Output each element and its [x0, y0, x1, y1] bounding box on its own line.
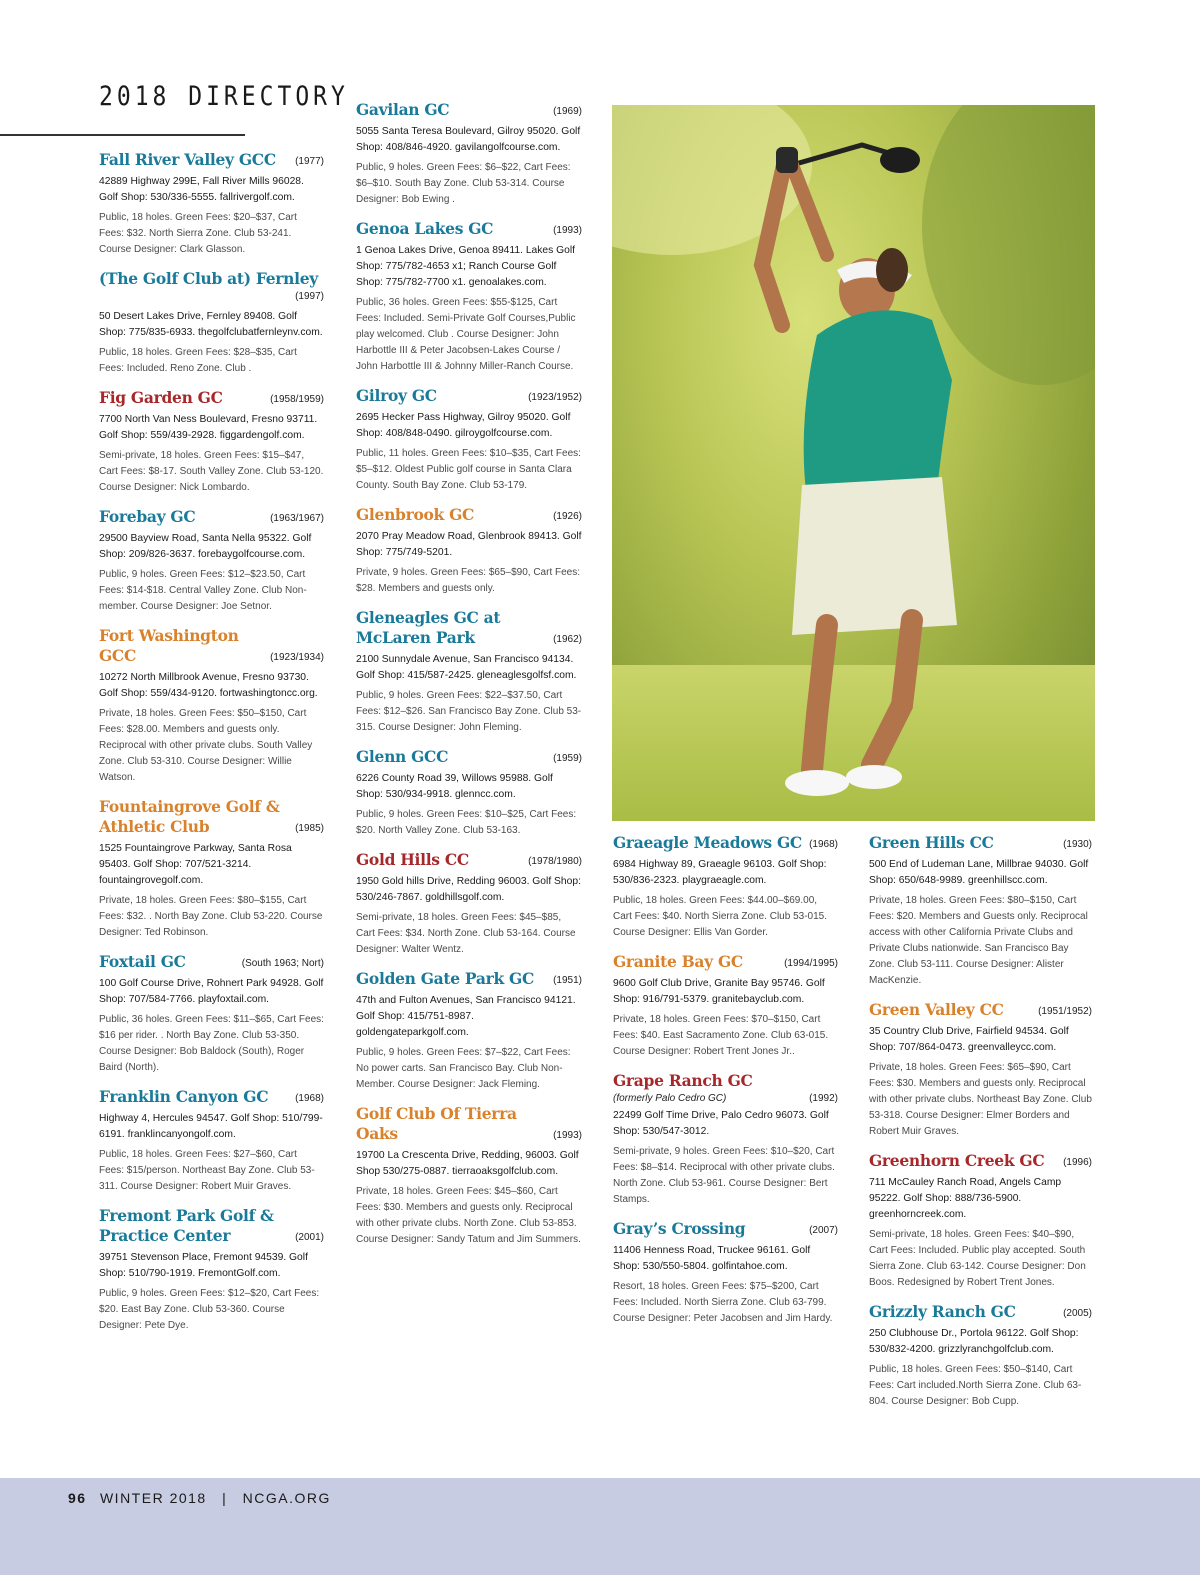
course-address: 5055 Santa Teresa Boulevard, Gilroy 95020. Golf Shop: 408/846-4920. gavilangolfcourse.com. — [356, 126, 581, 153]
course-header — [869, 1000, 1092, 1020]
golfer-photo — [612, 105, 1095, 821]
course-details: Public, 11 holes. Green Fees: $10–$35, Cart Fees: $5–$12. Oldest Public golf course in Santa Clara County. South Bay Zone. Club 53-179. — [356, 448, 581, 491]
footer — [68, 1490, 331, 1506]
course-header — [356, 969, 582, 989]
course-year: (1959) — [553, 753, 582, 764]
golfer-illustration — [612, 105, 1095, 821]
course-name: Gray’s Crossing — [613, 1219, 746, 1238]
course-address: 11406 Henness Road, Truckee 96161. Golf Shop: 530/550-5804. golfintahoe.com. — [613, 1245, 811, 1272]
course-header — [613, 833, 838, 853]
course-year: (2005) — [1063, 1308, 1092, 1319]
course-details: Public, 9 holes. Green Fees: $10–$25, Cart Fees: $20. North Valley Zone. Club 53-163. — [356, 809, 577, 836]
directory-entry — [356, 505, 582, 597]
directory-entry — [613, 1071, 838, 1208]
course-details: Public, 9 holes. Green Fees: $12–$20, Cart Fees: $20. East Bay Zone. Club 53-360. Course Designer: Pete Dye. — [99, 1288, 320, 1331]
directory-entry — [613, 833, 838, 941]
course-name: Golden Gate Park GC — [356, 969, 534, 988]
course-year: (1923/1952) — [528, 392, 582, 403]
directory-column-2 — [356, 100, 582, 1259]
course-year: (1968) — [295, 1093, 324, 1104]
course-address: 1525 Fountaingrove Parkway, Santa Rosa 95403. Golf Shop: 707/521-3214. fountaingrovegolf.com. — [99, 843, 292, 886]
directory-entry — [356, 386, 582, 494]
directory-entry — [613, 1219, 838, 1327]
course-header — [356, 1104, 582, 1144]
course-name: Glenn GCC — [356, 747, 449, 766]
page-title: 2018 DIRECTORY — [99, 82, 349, 112]
course-year: (1968) — [809, 839, 838, 850]
course-year: (1951/1952) — [1038, 1006, 1092, 1017]
directory-entry — [356, 969, 582, 1093]
course-details: Semi-private, 18 holes. Green Fees: $15–$47, Cart Fees: $8-17. South Valley Zone. Club 53-120. Course Designer: Nick Lombardo. — [99, 450, 324, 493]
course-year: (1926) — [553, 511, 582, 522]
course-year: (South 1963; Nort) — [241, 958, 324, 969]
course-details: Public, 18 holes. Green Fees: $50–$140, Cart Fees: Cart included.North Sierra Zone. Club 63-804. Course Designer: Bob Cupp. — [869, 1364, 1082, 1407]
course-header — [356, 608, 582, 648]
directory-entry — [869, 833, 1092, 989]
course-name: Gleneagles GC at McLaren Park — [356, 608, 501, 647]
course-header — [356, 850, 582, 870]
course-details: Semi-private, 18 holes. Green Fees: $45–$85, Cart Fees: $34. North Zone. Club 53-164. Course Designer: Walter Wentz. — [356, 912, 576, 955]
course-header — [613, 1219, 838, 1239]
course-address: 50 Desert Lakes Drive, Fernley 89408. Golf Shop: 775/835-6933. thegolfclubatfernleynv.com. — [99, 311, 323, 338]
course-name: Fall River Valley GCC — [99, 150, 276, 169]
course-header — [869, 833, 1092, 853]
course-year: (1958/1959) — [270, 394, 324, 405]
course-header — [356, 747, 582, 767]
course-name: Foxtail GC — [99, 952, 186, 971]
course-address: 2100 Sunnydale Avenue, San Francisco 94134. Golf Shop: 415/587-2425. gleneaglesgolfsf.com. — [356, 654, 577, 681]
course-year: (1962) — [553, 634, 582, 645]
course-year: (1977) — [295, 156, 324, 167]
course-address: 9600 Golf Club Drive, Granite Bay 95746. Golf Shop: 916/791-5379. granitebayclub.com. — [613, 978, 825, 1005]
course-header — [99, 952, 324, 972]
course-name: Grape Ranch GC — [613, 1071, 753, 1090]
course-name: Green Valley CC — [869, 1000, 1004, 1019]
issue-label: WINTER 2018 — [99, 1490, 207, 1506]
course-details: Public, 18 holes. Green Fees: $44.00–$69.00, Cart Fees: $40. North Sierra Zone. Club 53-015. Course Designer: Ellis Van Gorder. — [613, 895, 827, 938]
course-header — [356, 386, 582, 406]
course-details: Private, 18 holes. Green Fees: $65–$90, Cart Fees: $30. Members and guests only. Reciprocal with other private clubs. Northeast Bay Zone. Club 53-318. Course Designer: Elmer Borders and Robert Muir Graves. — [869, 1062, 1092, 1137]
course-name: Greenhorn Creek GC — [869, 1151, 1045, 1170]
course-address: 29500 Bayview Road, Santa Nella 95322. Golf Shop: 209/826-3637. forebaygolfcourse.com. — [99, 533, 312, 560]
directory-entry — [869, 1302, 1092, 1410]
course-address: 19700 La Crescenta Drive, Redding, 96003. Golf Shop 530/275-0887. tierraoaksgolfclub.com. — [356, 1150, 579, 1177]
directory-entry — [356, 100, 582, 208]
course-name: Fountaingrove Golf & Athletic Club — [99, 797, 280, 836]
course-address: 1 Genoa Lakes Drive, Genoa 89411. Lakes Golf Shop: 775/782-4653 x1; Ranch Course Golf Shop: 775/782-7700 x1. genoalakes.com. — [356, 245, 576, 288]
directory-entry — [356, 850, 582, 958]
course-details: Private, 18 holes. Green Fees: $80–$150, Cart Fees: $20. Members and Guests only. Reciprocal access with other California Private Clubs and Private Clubs nationwide. San Francisco Bay Zone. Club 53-111. Course Designer: Alister MacKenzie. — [869, 895, 1088, 986]
course-header — [613, 1071, 838, 1091]
course-address: 250 Clubhouse Dr., Portola 96122. Golf Shop: 530/832-4200. grizzlyranchgolfclub.com. — [869, 1328, 1079, 1355]
directory-entry — [356, 747, 582, 839]
course-address: 42889 Highway 299E, Fall River Mills 96028. Golf Shop: 530/336-5555. fallrivergolf.com. — [99, 176, 304, 203]
course-address: 2070 Pray Meadow Road, Glenbrook 89413. Golf Shop: 775/749-5201. — [356, 531, 582, 558]
directory-entry — [99, 1206, 324, 1334]
course-subtitle-row — [613, 1093, 838, 1104]
directory-entry — [356, 219, 582, 375]
directory-entry — [99, 269, 324, 377]
course-details: Public, 18 holes. Green Fees: $20–$37, Cart Fees: $32. North Sierra Zone. Club 53-241. Course Designer: Clark Glasson. — [99, 212, 297, 255]
course-year: (1963/1967) — [270, 513, 324, 524]
course-details: Private, 18 holes. Green Fees: $50–$150, Cart Fees: $28.00. Members and guests only. Reciprocal with other private clubs. South Valley Zone. Club 53-310. Course Designer: Willie Watson. — [99, 708, 313, 783]
course-address: 6984 Highway 89, Graeagle 96103. Golf Shop: 530/836-2323. playgraeagle.com. — [613, 859, 827, 886]
course-name: (The Golf Club at) Fernley — [99, 269, 318, 288]
course-details: Public, 9 holes. Green Fees: $6–$22, Cart Fees: $6–$10. South Bay Zone. Club 53-314. Course Designer: Bob Ewing . — [356, 162, 571, 205]
course-header — [99, 626, 324, 666]
course-details: Public, 18 holes. Green Fees: $28–$35, Cart Fees: Included. Reno Zone. Club . — [99, 347, 297, 374]
directory-entry — [869, 1000, 1092, 1140]
course-address: 7700 North Van Ness Boulevard, Fresno 93711. Golf Shop: 559/439-2928. figgardengolf.com. — [99, 414, 318, 441]
course-year: (1985) — [295, 823, 324, 834]
course-name: Fremont Park Golf & Practice Center — [99, 1206, 274, 1245]
course-details: Public, 9 holes. Green Fees: $12–$23.50, Cart Fees: $14-$18. Central Valley Zone. Club Non-member. Course Designer: Joe Setnor. — [99, 569, 307, 612]
course-header — [99, 1206, 324, 1246]
directory-entry — [613, 952, 838, 1060]
course-name: Gold Hills CC — [356, 850, 469, 869]
course-header — [99, 1087, 324, 1107]
directory-entry — [99, 388, 324, 496]
course-address: 500 End of Ludeman Lane, Millbrae 94030. Golf Shop: 650/648-9989. greenhillscc.com. — [869, 859, 1089, 886]
course-header — [613, 952, 838, 972]
course-name: Granite Bay GC — [613, 952, 743, 971]
course-name: Genoa Lakes GC — [356, 219, 494, 238]
course-year: (1997) — [295, 291, 324, 302]
course-name: Forebay GC — [99, 507, 196, 526]
course-name: Glenbrook GC — [356, 505, 475, 524]
course-address: 35 Country Club Drive, Fairfield 94534. Golf Shop: 707/864-0473. greenvalleycc.com. — [869, 1026, 1069, 1053]
course-year: (1951) — [553, 975, 582, 986]
course-address: 10272 North Millbrook Avenue, Fresno 93730. Golf Shop: 559/434-9120. fortwashingtoncc.org. — [99, 672, 318, 699]
course-address: 6226 County Road 39, Willows 95988. Golf Shop: 530/934-9918. glenncc.com. — [356, 773, 553, 800]
course-name: Gavilan GC — [356, 100, 450, 119]
title-rule — [0, 134, 245, 136]
course-name: Grizzly Ranch GC — [869, 1302, 1016, 1321]
course-address: 47th and Fulton Avenues, San Francisco 94121. Golf Shop: 415/751-8987. goldengateparkgolf.com. — [356, 995, 576, 1038]
page-number: 96 — [68, 1490, 87, 1506]
course-year: (2001) — [295, 1232, 324, 1243]
directory-entry — [356, 608, 582, 736]
course-year: (1996) — [1063, 1157, 1092, 1168]
course-details: Private, 18 holes. Green Fees: $70–$150, Cart Fees: $40. East Sacramento Zone. Club 63-015. Course Designer: Robert Trent Jones Jr.. — [613, 1014, 829, 1057]
course-header — [356, 219, 582, 239]
course-details: Private, 9 holes. Green Fees: $65–$90, Cart Fees: $28. Members and guests only. — [356, 567, 581, 594]
course-details: Semi-private, 18 holes. Green Fees: $40–$90, Cart Fees: Included. Public play accepted. South Sierra Zone. Club 63-142. Course Designer: Don Boos. Redesigned by Robert Trent Jones. — [869, 1229, 1086, 1288]
course-address: 711 McCauley Ranch Road, Angels Camp 95222. Golf Shop: 888/736-5900. greenhorncreek.com. — [869, 1177, 1062, 1220]
directory-entry — [99, 797, 324, 941]
course-address: Highway 4, Hercules 94547. Golf Shop: 510/799-6191. franklincanyongolf.com. — [99, 1113, 323, 1140]
directory-entry — [356, 1104, 582, 1248]
course-year: (1969) — [553, 106, 582, 117]
course-details: Public, 9 holes. Green Fees: $7–$22, Cart Fees: No power carts. San Francisco Bay. Club Non-Member. Course Designer: Jack Fleming. — [356, 1047, 571, 1090]
directory-column-1 — [99, 150, 324, 1345]
course-details: Public, 18 holes. Green Fees: $27–$60, Cart Fees: $15/person. Northeast Bay Zone. Club 53-311. Course Designer: Robert Muir Graves. — [99, 1149, 315, 1192]
course-name: Fig Garden GC — [99, 388, 223, 407]
course-header — [99, 150, 324, 170]
course-name: Green Hills CC — [869, 833, 994, 852]
course-header — [356, 100, 582, 120]
course-details: Public, 36 holes. Green Fees: $11–$65, Cart Fees: $16 per rider. . North Bay Zone. Club 53-350. Course Designer: Bob Baldock (South), Roger Baird (North). — [99, 1014, 324, 1073]
course-details: Public, 9 holes. Green Fees: $22–$37.50, Cart Fees: $12–$26. San Francisco Bay Zone. Club 53-315. Course Designer: John Fleming. — [356, 690, 582, 733]
course-year: (1923/1934) — [270, 652, 324, 663]
course-year: (1993) — [553, 225, 582, 236]
course-name: Fort Washington GCC — [99, 626, 239, 665]
course-former-name: (formerly Palo Cedro GC) — [613, 1093, 727, 1104]
course-address: 1950 Gold hills Drive, Redding 96003. Golf Shop: 530/246-7867. goldhillsgolf.com. — [356, 876, 581, 903]
directory-column-3 — [613, 833, 838, 1338]
course-name: Graeagle Meadows GC — [613, 833, 802, 852]
course-header — [869, 1151, 1092, 1171]
course-details: Private, 18 holes. Green Fees: $80–$155, Cart Fees: $32. . North Bay Zone. Club 53-220. Course Designer: Ted Robinson. — [99, 895, 323, 938]
course-year: (2007) — [809, 1225, 838, 1236]
course-address: 2695 Hecker Pass Highway, Gilroy 95020. Golf Shop: 408/848-0490. gilroygolfcourse.com. — [356, 412, 571, 439]
course-year: (1978/1980) — [528, 856, 582, 867]
directory-entry — [99, 507, 324, 615]
site-link[interactable]: NCGA.ORG — [242, 1490, 331, 1506]
course-details: Public, 36 holes. Green Fees: $55-$125, Cart Fees: Included. Semi-Private Golf Courses,Public play welcomed. Club . Course Designer: John Harbottle III & Peter Jacobsen-Lakes Course / John Harbottle III & Johnny Miller-Ranch Course. — [356, 297, 576, 372]
course-year: (1992) — [809, 1093, 838, 1104]
footer-separator: | — [222, 1490, 228, 1506]
course-header — [99, 507, 324, 527]
directory-entry — [869, 1151, 1092, 1291]
directory-entry — [99, 1087, 324, 1195]
course-header — [99, 388, 324, 408]
directory-entry — [99, 952, 324, 1076]
directory-entry — [99, 150, 324, 258]
course-details: Resort, 18 holes. Green Fees: $75–$200, Cart Fees: Included. North Sierra Zone. Club 63-799. Course Designer: Peter Jacobsen and Jim Hardy. — [613, 1281, 833, 1324]
course-address: 39751 Stevenson Place, Fremont 94539. Golf Shop: 510/790-1919. FremontGolf.com. — [99, 1252, 308, 1279]
course-name: Franklin Canyon GC — [99, 1087, 269, 1106]
course-header — [99, 797, 324, 837]
course-name: Golf Club Of Tierra Oaks — [356, 1104, 517, 1143]
course-name: Gilroy GC — [356, 386, 437, 405]
course-header — [869, 1302, 1092, 1322]
course-details: Semi-private, 9 holes. Green Fees: $10–$20, Cart Fees: $8–$14. Reciprocal with other private clubs. North Zone. Club 53-961. Course Designer: Bert Stamps. — [613, 1146, 835, 1205]
course-header — [356, 505, 582, 525]
course-year: (1993) — [553, 1130, 582, 1141]
course-details: Private, 18 holes. Green Fees: $45–$60, Cart Fees: $30. Members and guests only. Reciprocal with other private clubs. North Zone. Club 53-853. Course Designer: Sandy Tatum and Jim Summers. — [356, 1186, 581, 1245]
course-address: 100 Golf Course Drive, Rohnert Park 94928. Golf Shop: 707/584-7766. playfoxtail.com. — [99, 978, 324, 1005]
course-year: (1930) — [1063, 839, 1092, 850]
course-address: 22499 Golf Time Drive, Palo Cedro 96073. Golf Shop: 530/547-3012. — [613, 1110, 829, 1137]
course-year: (1994/1995) — [784, 958, 838, 969]
directory-entry — [99, 626, 324, 786]
directory-column-4 — [869, 833, 1092, 1421]
